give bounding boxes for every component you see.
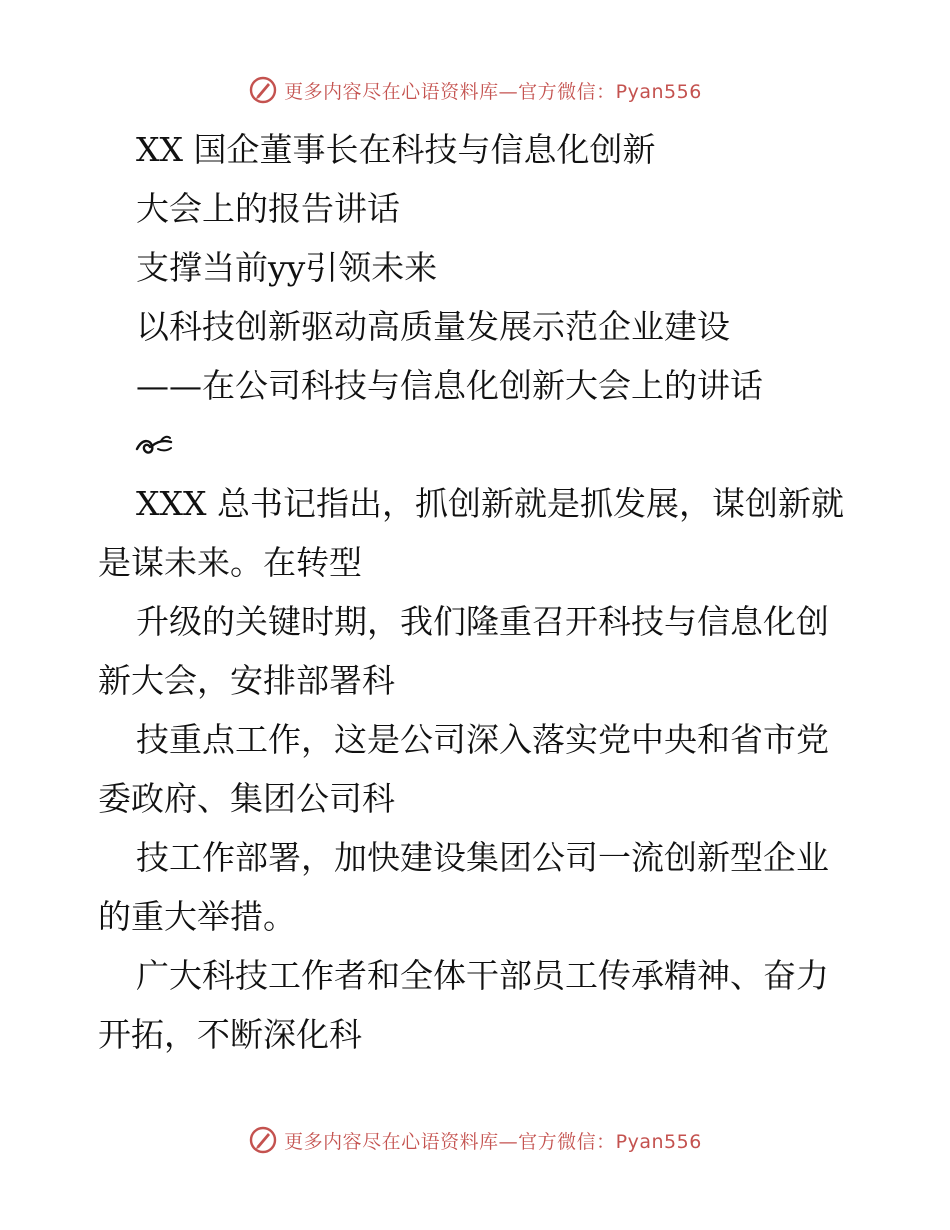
body-line-10: 开拓，不断深化科 (98, 1015, 362, 1054)
ornament-row (98, 415, 858, 474)
title-line-2: 大会上的报告讲话 (136, 189, 400, 228)
title-line-1: XX 国企董事长在科技与信息化创新 (136, 130, 656, 169)
watermark-text: 更多内容尽在心语资料库—官方微信： (284, 80, 616, 103)
body-line-1: XXX 总书记指出，抓创新就是抓发展，谋创新就 (136, 484, 844, 523)
header-watermark (0, 70, 950, 110)
body-line-8: 的重大举措。 (98, 897, 296, 936)
footer-watermark (0, 1120, 950, 1160)
body-line-2: 是谋未来。在转型 (98, 543, 362, 582)
title-line-3: 支撑当前yy引领未来 (136, 248, 438, 287)
document-body (98, 120, 858, 1064)
title-line-5: ——在公司科技与信息化创新大会上的讲话 (136, 366, 763, 405)
watermark-text: 更多内容尽在心语资料库—官方微信： (284, 1130, 616, 1153)
body-line-9: 广大科技工作者和全体干部员工传承精神、奋力 (136, 956, 829, 995)
watermark-handle: Pyan556 (615, 1130, 702, 1153)
floral-ornament-icon (134, 431, 174, 459)
body-line-7: 技工作部署，加快建设集团公司一流创新型企业 (136, 838, 829, 877)
body-line-5: 技重点工作，这是公司深入落实党中央和省市党 (136, 720, 829, 759)
body-line-3: 升级的关键时期，我们隆重召开科技与信息化创 (136, 602, 829, 641)
watermark-logo-icon (248, 1125, 278, 1155)
watermark-handle: Pyan556 (615, 80, 702, 103)
body-line-6: 委政府、集团公司科 (98, 779, 395, 818)
watermark-logo-icon (248, 75, 278, 105)
title-line-4: 以科技创新驱动高质量发展示范企业建设 (136, 307, 730, 346)
body-line-4: 新大会，安排部署科 (98, 661, 395, 700)
